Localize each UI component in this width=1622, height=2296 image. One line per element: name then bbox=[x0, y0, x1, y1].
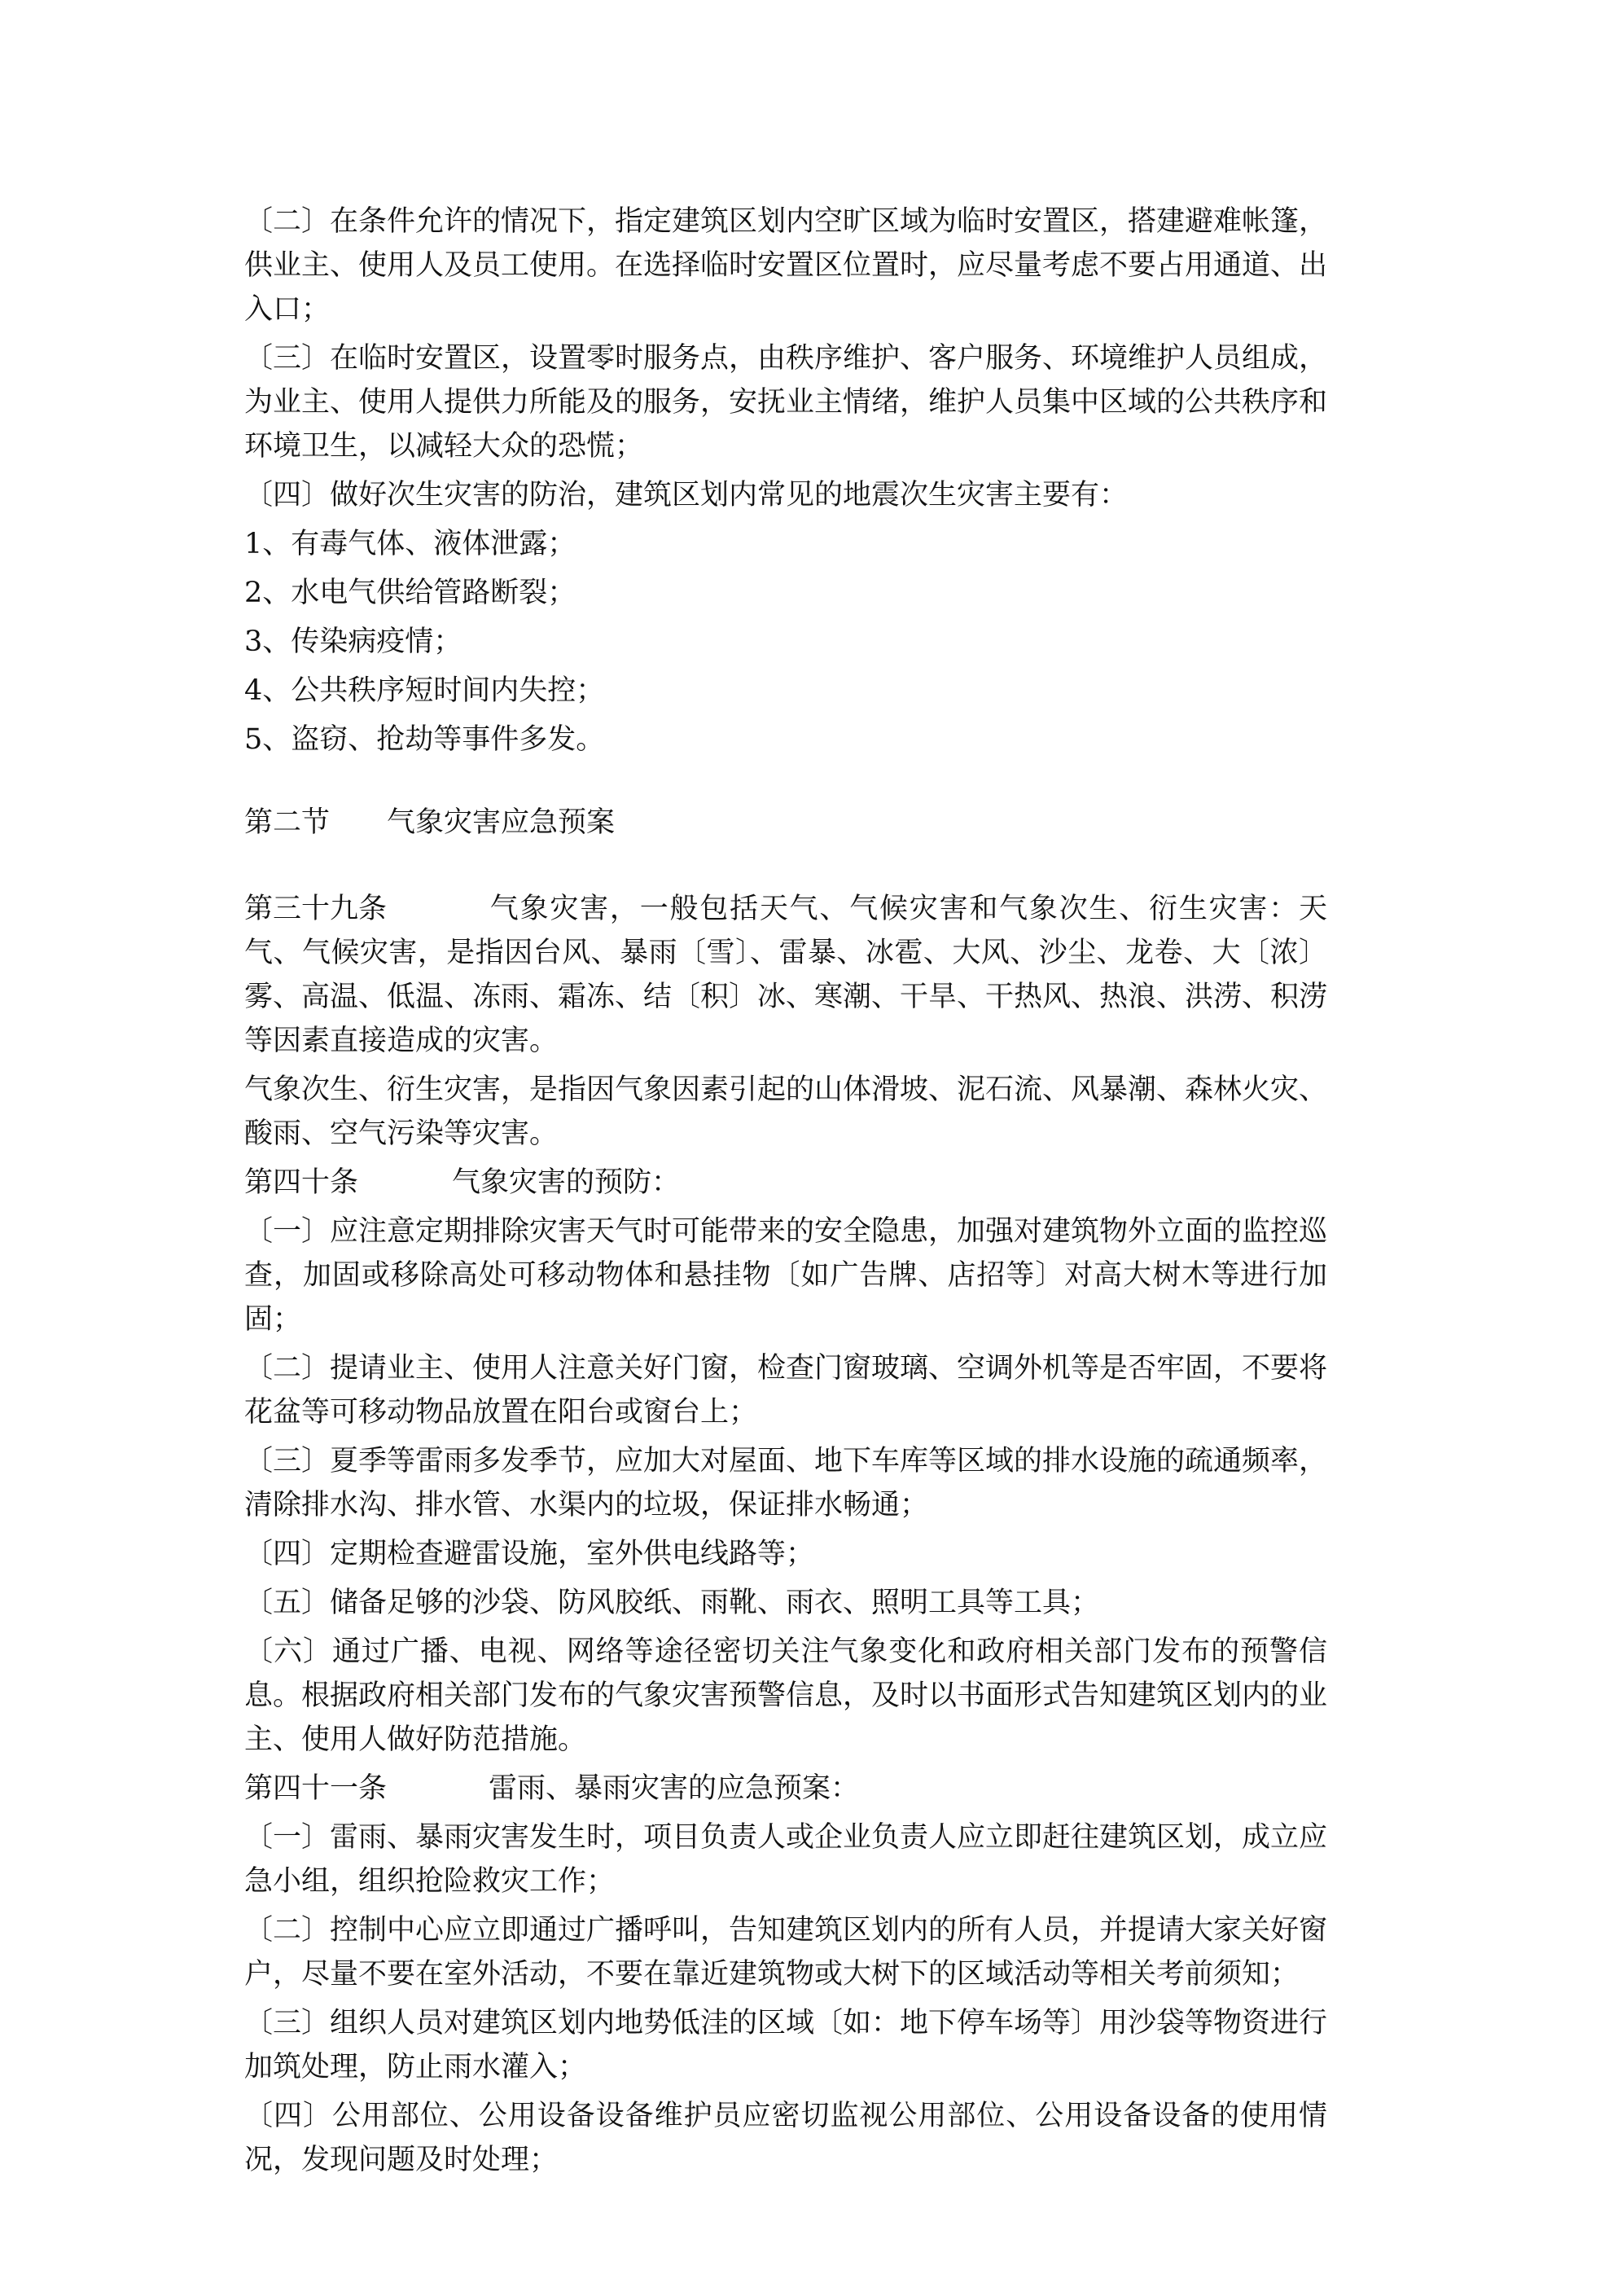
article-41 bbox=[244, 1767, 1327, 2182]
list-item: 〔二〕提请业主、使用人注意关好门窗，检查门窗玻璃、空调外机等是否牢固，不要将花盆等可移动物品放置在阳台或窗台上； bbox=[244, 1352, 1328, 1429]
list-item: 〔一〕雷雨、暴雨灾害发生时，项目负责人或企业负责人应立即赶往建筑区划，成立应急小组，组织抢险救灾工作； bbox=[244, 1821, 1328, 1898]
list-item: 〔三〕夏季等雷雨多发季节，应加大对屋面、地下车库等区域的排水设施的疏通频率，清除排水沟、排水管、水渠内的垃圾，保证排水畅通； bbox=[244, 1445, 1328, 1521]
list-item: 〔四〕公用部位、公用设备设备维护员应密切监视公用部位、公用设备设备的使用情况，发现问题及时处理； bbox=[244, 2100, 1327, 2176]
list-item: 〔四〕做好次生灾害的防治，建筑区划内常见的地震次生灾害主要有： bbox=[244, 479, 1129, 511]
list-item: 3、传染病疫情； bbox=[244, 626, 462, 658]
section-number: 第二节 bbox=[244, 806, 331, 839]
document-page bbox=[244, 200, 1327, 2187]
list-item: 〔二〕控制中心应立即通过广播呼叫，告知建筑区划内的所有人员，并提请大家关好窗户，尽量不要在室外活动，不要在靠近建筑物或大树下的区域活动等相关考前须知； bbox=[244, 1914, 1328, 1991]
article-number: 第四十条 bbox=[244, 1166, 359, 1199]
section-heading bbox=[244, 801, 1327, 845]
emergency-measures-list bbox=[244, 200, 1327, 762]
list-item: 〔四〕定期检查避雷设施，室外供电线路等； bbox=[244, 1538, 815, 1570]
article-paragraph bbox=[244, 1161, 1327, 1205]
article-text: 气象灾害的预防： bbox=[452, 1166, 681, 1199]
list-item: 〔二〕在条件允许的情况下，指定建筑区划内空旷区域为临时安置区，搭建避难帐篷，供业主、使用人及员工使用。在选择临时安置区位置时，应尽量考虑不要占用通道、出入口； bbox=[244, 205, 1328, 326]
article-number: 第三十九条 bbox=[244, 893, 388, 925]
list-item: 2、水电气供给管路断裂； bbox=[244, 577, 576, 609]
article-paragraph bbox=[244, 887, 1327, 1063]
article-39 bbox=[244, 887, 1327, 1156]
article-text: 气象灾害，一般包括天气、气候灾害和气象次生、衍生灾害：天气、气候灾害，是指因台风、暴雨〔雪〕、雷暴、冰雹、大风、沙尘、龙卷、大〔浓〕雾、高温、低温、冻雨、霜冻、结〔积〕冰、寒潮、干旱、干热风、热浪、洪涝、积涝等因素直接造成的灾害。 bbox=[244, 893, 1328, 1057]
list-item: 〔一〕应注意定期排除灾害天气时可能带来的安全隐患，加强对建筑物外立面的监控巡查，加固或移除高处可移动物体和悬挂物〔如广告牌、店招等〕对高大树木等进行加固； bbox=[244, 1215, 1328, 1336]
list-item: 〔六〕通过广播、电视、网络等途径密切关注气象变化和政府相关部门发布的预警信息。根据政府相关部门发布的气象灾害预警信息，及时以书面形式告知建筑区划内的业主、使用人做好防范措施。 bbox=[244, 1635, 1328, 1756]
article-40 bbox=[244, 1161, 1327, 1762]
list-item: 5、盗窃、抢劫等事件多发。 bbox=[244, 723, 605, 756]
list-item: 〔五〕储备足够的沙袋、防风胶纸、雨靴、雨衣、照明工具等工具； bbox=[244, 1587, 1100, 1619]
article-number: 第四十一条 bbox=[244, 1772, 388, 1805]
list-item: 1、有毒气体、液体泄露； bbox=[244, 528, 576, 560]
list-item: 〔三〕在临时安置区，设置零时服务点，由秩序维护、客户服务、环境维护人员组成，为业主、使用人提供力所能及的服务，安抚业主情绪，维护人员集中区域的公共秩序和环境卫生，以减轻大众的恐慌； bbox=[244, 342, 1328, 463]
article-paragraph: 气象次生、衍生灾害，是指因气象因素引起的山体滑坡、泥石流、风暴潮、森林火灾、酸雨、空气污染等灾害。 bbox=[244, 1073, 1328, 1150]
article-paragraph bbox=[244, 1767, 1327, 1811]
section-title: 气象灾害应急预案 bbox=[387, 806, 616, 839]
list-item: 4、公共秩序短时间内失控； bbox=[244, 674, 605, 707]
article-text: 雷雨、暴雨灾害的应急预案： bbox=[489, 1772, 860, 1805]
list-item: 〔三〕组织人员对建筑区划内地势低洼的区域〔如：地下停车场等〕用沙袋等物资进行加筑处理，防止雨水灌入； bbox=[244, 2007, 1328, 2083]
